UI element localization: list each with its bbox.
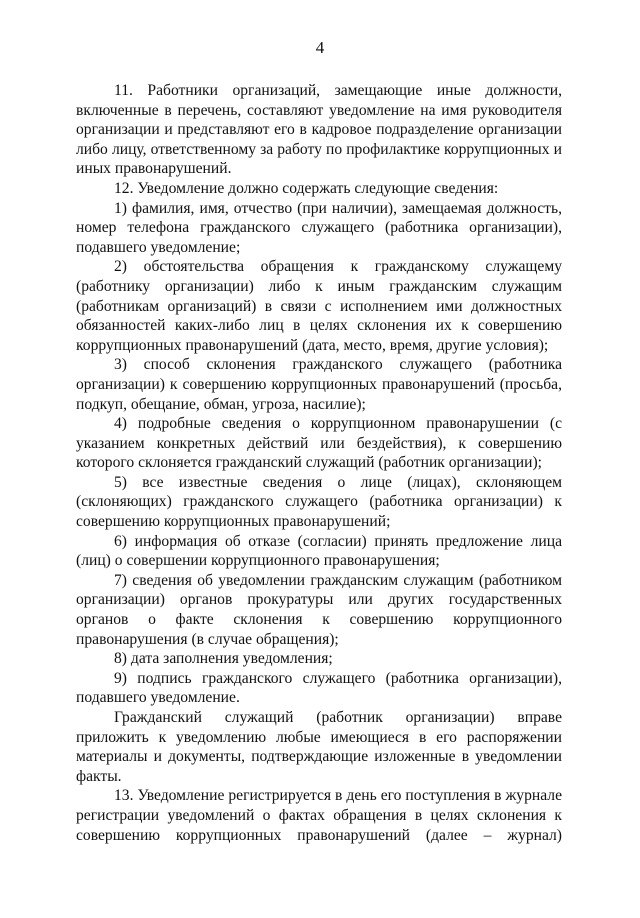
list-item-1: 1) фамилия, имя, отчество (при наличии), замещаемая должность, номер телефона гражданского служащего (работника организации), подавшего уведомление; (76, 199, 562, 256)
page-number: 4 (315, 38, 325, 57)
list-item-7: 7) сведения об уведомлении гражданским служащим (работником организации) органов прокуратуры или других государственных органов о факте склонения к совершению коррупционного правонарушения (в случае обращения); (76, 571, 562, 648)
list-item-2: 2) обстоятельства обращения к гражданскому служащему (работнику организации) либо к иным гражданским служащим (работникам организаций) в связи с исполнением ими должностных обязанностей каких-либо лиц в целях склонения их к совершению коррупционных правонарушений (дата, место, время, другие условия); (76, 258, 562, 354)
paragraph-attachments: Гражданский служащий (работник организации) вправе приложить к уведомлению любые имеющиеся в его распоряжении материалы и документы, подтверждающие изложенные в уведомлении факты. (76, 709, 562, 785)
list-item-5: 5) все известные сведения о лице (лицах), склоняющем (склоняющих) гражданского служащего (работника организации) к совершению коррупционных правонарушений; (76, 473, 562, 531)
list-item-6: 6) информация об отказе (согласии) принять предложение лица (лиц) о совершении коррупционного правонарушения; (76, 532, 562, 570)
list-item-8: 8) дата заполнения уведомления; (114, 650, 333, 668)
list-item-9: 9) подпись гражданского служащего (работника организации), подавшего уведомление. (76, 669, 562, 707)
paragraph-11: 11. Работники организаций, замещающие иные должности, включенные в перечень, составляют уведомление на имя руководителя организации и представляют его в кадровое подразделение организации либо лицу, ответственному за работу по профилактике коррупционных и иных правонарушений. (76, 82, 562, 178)
document-body (76, 81, 562, 845)
paragraph-13: 13. Уведомление регистрируется в день его поступления в журнале регистрации уведомлений о фактах обращения в целях склонения к совершению коррупционных правонарушений (далее – журнал) (76, 787, 562, 844)
list-item-3: 3) способ склонения гражданского служащего (работника организации) к совершению коррупционных правонарушений (просьба, подкуп, обещание, обман, угроза, насилие); (76, 356, 562, 413)
paragraph-12-intro: 12. Уведомление должно содержать следующие сведения: (114, 179, 499, 197)
list-item-4: 4) подробные сведения о коррупционном правонарушении (с указанием конкретных действий или бездействия), к совершению которого склоняется гражданский служащий (работник организации); (76, 415, 562, 472)
